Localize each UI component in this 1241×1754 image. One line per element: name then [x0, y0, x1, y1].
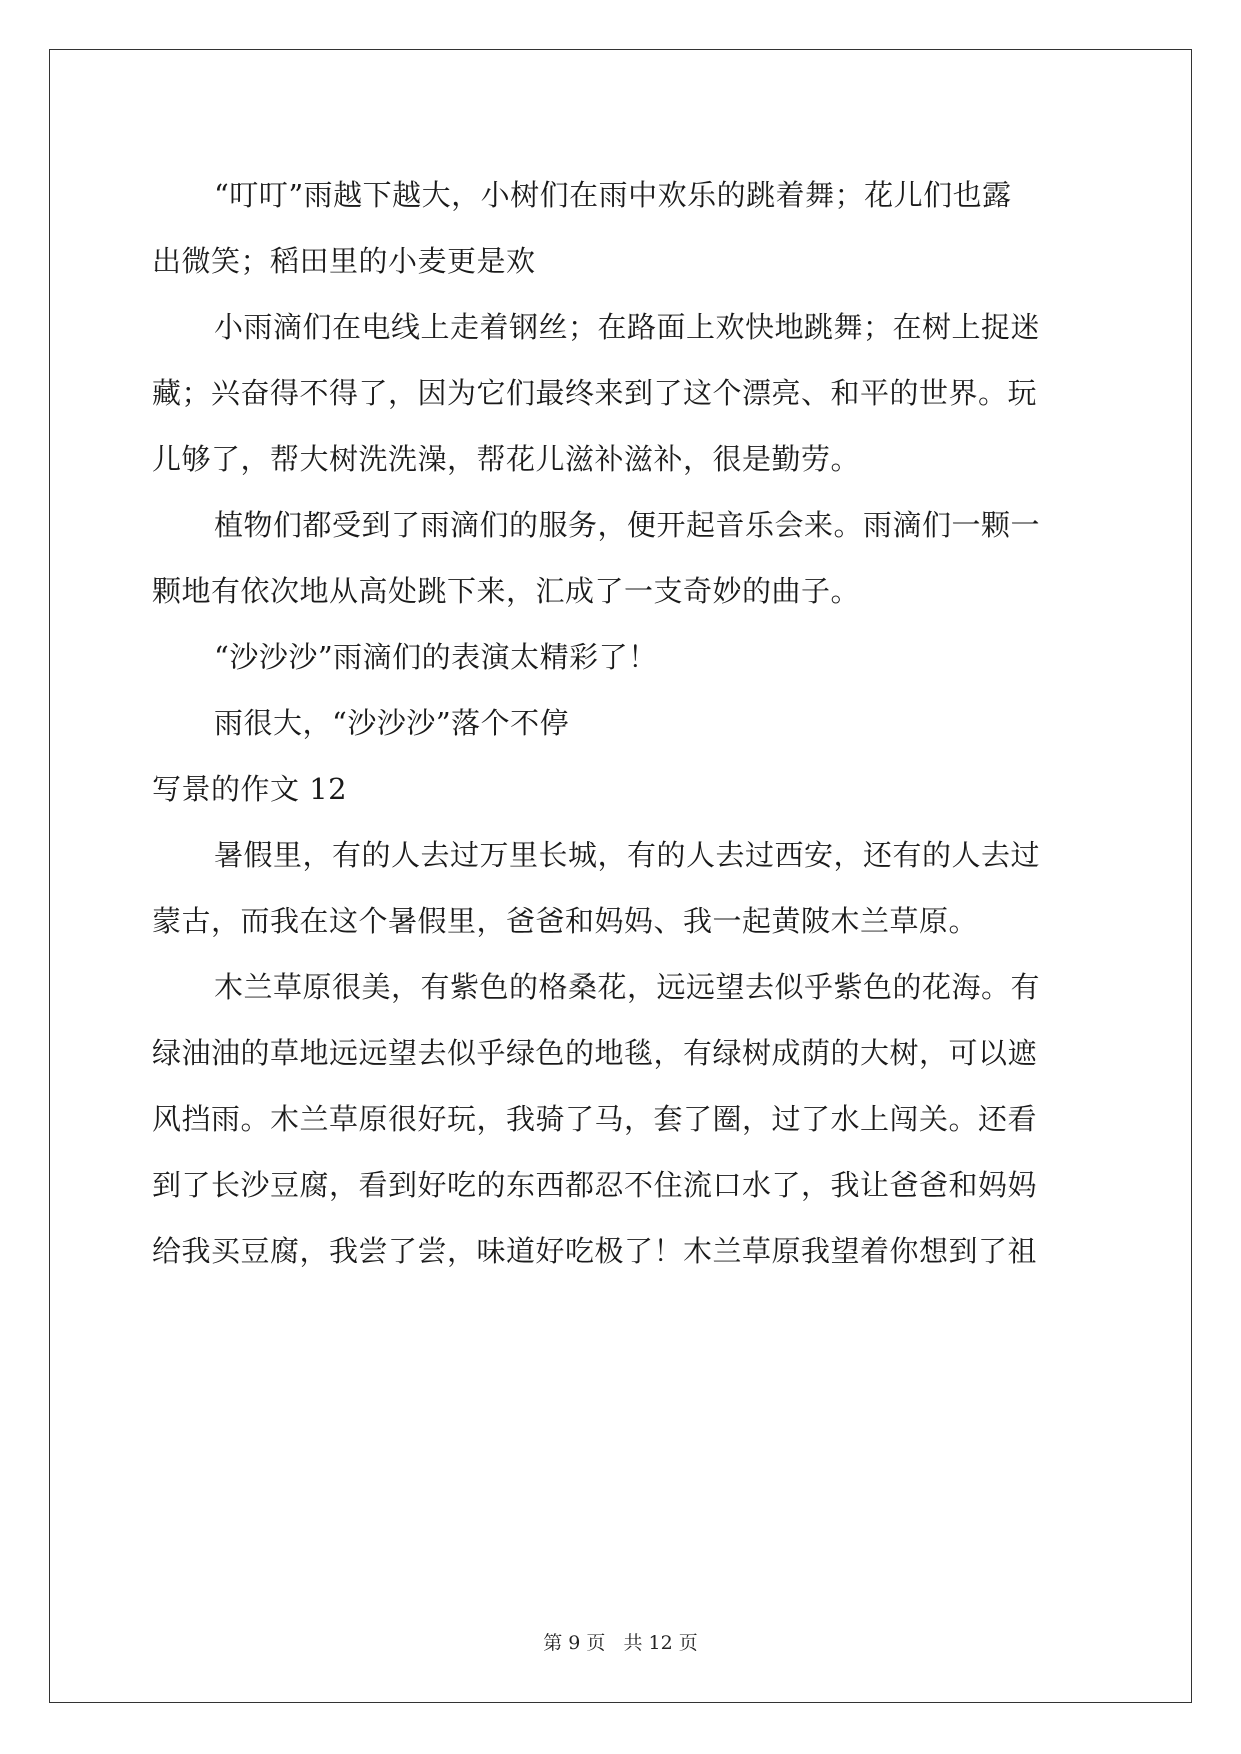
- page-footer: [0, 1628, 1241, 1655]
- text-line: 给我买豆腐，我尝了尝，味道好吃极了！木兰草原我望着你想到了祖: [152, 1234, 1038, 1268]
- page-total: 共 12 页: [623, 1632, 698, 1654]
- text-line: 暑假里，有的人去过万里长城，有的人去过西安，还有的人去过: [214, 838, 1041, 872]
- text-line: “叮叮”雨越下越大，小树们在雨中欢乐的跳着舞；花儿们也露: [214, 178, 1012, 212]
- text-line: 风挡雨。木兰草原很好玩，我骑了马，套了圈，过了水上闯关。还看: [152, 1102, 1038, 1136]
- text-line: 藏；兴奋得不得了，因为它们最终来到了这个漂亮、和平的世界。玩: [152, 376, 1038, 410]
- text-line: 木兰草原很美，有紫色的格桑花，远远望去似乎紫色的花海。有: [214, 970, 1041, 1004]
- text-line: 雨很大，“沙沙沙”落个不停: [214, 706, 570, 740]
- text-line: 绿油油的草地远远望去似乎绿色的地毯，有绿树成荫的大树，可以遮: [152, 1036, 1038, 1070]
- text-line: 蒙古，而我在这个暑假里，爸爸和妈妈、我一起黄陂木兰草原。: [152, 904, 979, 938]
- text-line: 颗地有依次地从高处跳下来，汇成了一支奇妙的曲子。: [152, 574, 861, 608]
- text-line: 植物们都受到了雨滴们的服务，便开起音乐会来。雨滴们一颗一: [214, 508, 1041, 542]
- page-number: 第 9 页: [543, 1632, 606, 1654]
- document-body: [152, 162, 1092, 1284]
- text-line: 出微笑；稻田里的小麦更是欢: [152, 244, 536, 278]
- section-heading: 写景的作文 12: [152, 772, 348, 806]
- text-line: 到了长沙豆腐，看到好吃的东西都忍不住流口水了，我让爸爸和妈妈: [152, 1168, 1038, 1202]
- text-line: “沙沙沙”雨滴们的表演太精彩了！: [214, 640, 658, 674]
- text-line: 儿够了，帮大树洗洗澡，帮花儿滋补滋补，很是勤劳。: [152, 442, 861, 476]
- text-line: 小雨滴们在电线上走着钢丝；在路面上欢快地跳舞；在树上捉迷: [214, 310, 1041, 344]
